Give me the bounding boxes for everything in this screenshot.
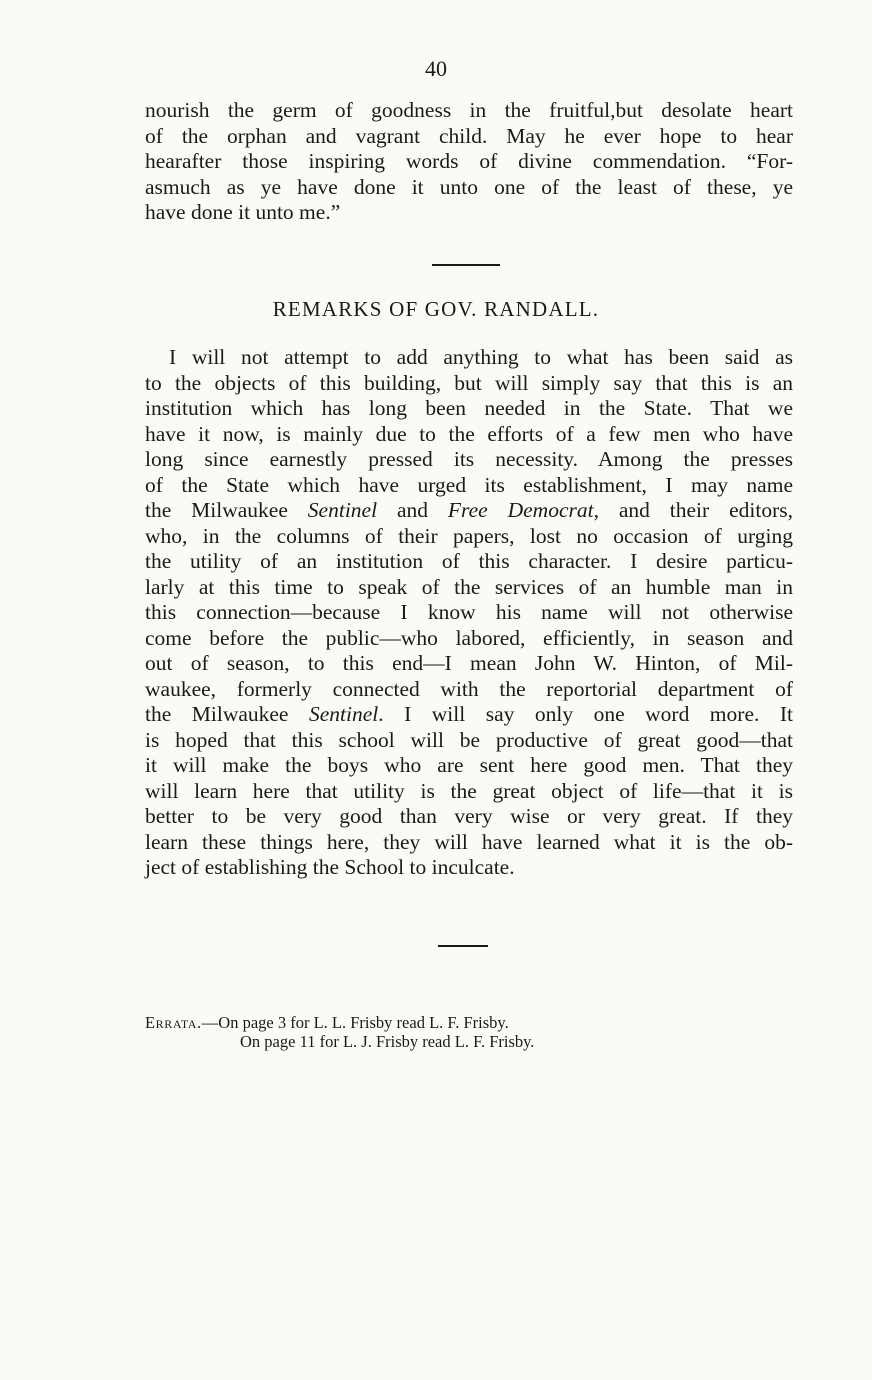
text-line: of the orphan and vagrant child. May he ever hope to hear: [145, 123, 793, 148]
text-segment: the Milwaukee: [145, 702, 309, 726]
text-segment: the utility of an institution of this character. I desire particu-: [145, 549, 793, 573]
errata-note: [145, 1013, 534, 1051]
paragraph-closing-prayer: [145, 98, 793, 226]
section-divider: [438, 945, 488, 947]
text-segment: larly at this time to speak of the services of an humble man in: [145, 574, 793, 599]
text-segment: to the objects of this building, but will simply say that this is an: [145, 370, 793, 395]
text-line: [145, 422, 793, 448]
text-segment: come before the public—who labored, efficiently, in season and: [145, 625, 793, 650]
text-segment: who, in the columns of their papers, lost no occasion of urging: [145, 523, 793, 548]
text-line: [145, 677, 793, 703]
errata-label: Errata.: [145, 1013, 202, 1032]
text-segment: the Milwaukee: [145, 498, 308, 522]
text-line: [145, 524, 793, 550]
italic-title: Sentinel: [308, 702, 379, 726]
text-line: have done it unto me.”: [145, 200, 341, 224]
text-line: [145, 473, 793, 499]
text-line: [145, 753, 793, 779]
text-segment: and: [377, 498, 448, 522]
text-segment: , and their editors,: [593, 498, 793, 522]
text-segment: learn these things here, they will have learned what it is the ob-: [145, 829, 793, 854]
text-segment: I will not attempt to add anything to what has been said as: [169, 345, 793, 369]
text-segment: . I will say only one word more. It: [378, 702, 793, 726]
text-line: [145, 651, 793, 677]
text-segment: is hoped that this school will be productive of great good—that: [145, 727, 793, 752]
text-line: nourish the germ of goodness in the fruitful,but desolate heart: [145, 98, 793, 122]
text-line: [145, 779, 793, 805]
text-line: [145, 855, 793, 881]
page-number: 40: [425, 56, 447, 81]
text-line: [145, 371, 793, 397]
text-line: [145, 728, 793, 754]
text-line: [145, 575, 793, 601]
text-line: [145, 447, 793, 473]
text-line: [145, 600, 793, 626]
errata-line-1: [145, 1013, 534, 1032]
text-line: [145, 345, 793, 371]
text-line: [145, 549, 793, 575]
text-line: [145, 702, 793, 728]
italic-title: Free Democrat: [447, 498, 594, 522]
text-segment: this connection—because I know his name will not otherwise: [145, 600, 793, 624]
text-segment: will learn here that utility is the great object of life—that it is: [145, 778, 793, 803]
text-line: [145, 804, 793, 830]
text-line: [145, 626, 793, 652]
text-segment: better to be very good than very wise or very great. If they: [145, 804, 793, 828]
text-line: asmuch as ye have done it unto one of the least of these, ye: [145, 174, 793, 199]
text-line: [145, 498, 793, 524]
text-segment: of the State which have urged its establishment, I may name: [145, 472, 793, 497]
errata-text-1: —On page 3 for L. L. Frisby read L. F. Frisby.: [201, 1013, 509, 1032]
section-divider: [432, 264, 500, 266]
paragraph-remarks: [145, 345, 793, 881]
text-line: hearafter those inspiring words of divine commendation. “For-: [145, 149, 793, 173]
errata-line-2: On page 11 for L. J. Frisby read L. F. Frisby.: [240, 1032, 535, 1051]
text-segment: out of season, to this end—I mean John W. Hinton, of Mil-: [145, 651, 793, 675]
text-line: [145, 396, 793, 422]
italic-title: Sentinel: [307, 498, 378, 522]
section-heading: REMARKS OF GOV. RANDALL.: [272, 297, 600, 321]
text-segment: it will make the boys who are sent here good men. That they: [145, 753, 793, 777]
text-line: [145, 830, 793, 856]
text-segment: institution which has long been needed in the State. That we: [145, 396, 793, 420]
text-segment: have it now, is mainly due to the efforts of a few men who have: [145, 421, 793, 446]
text-segment: long since earnestly pressed its necessity. Among the presses: [145, 447, 793, 471]
text-segment: waukee, formerly connected with the reportorial department of: [145, 676, 793, 701]
text-segment: ject of establishing the School to inculcate.: [145, 855, 515, 879]
